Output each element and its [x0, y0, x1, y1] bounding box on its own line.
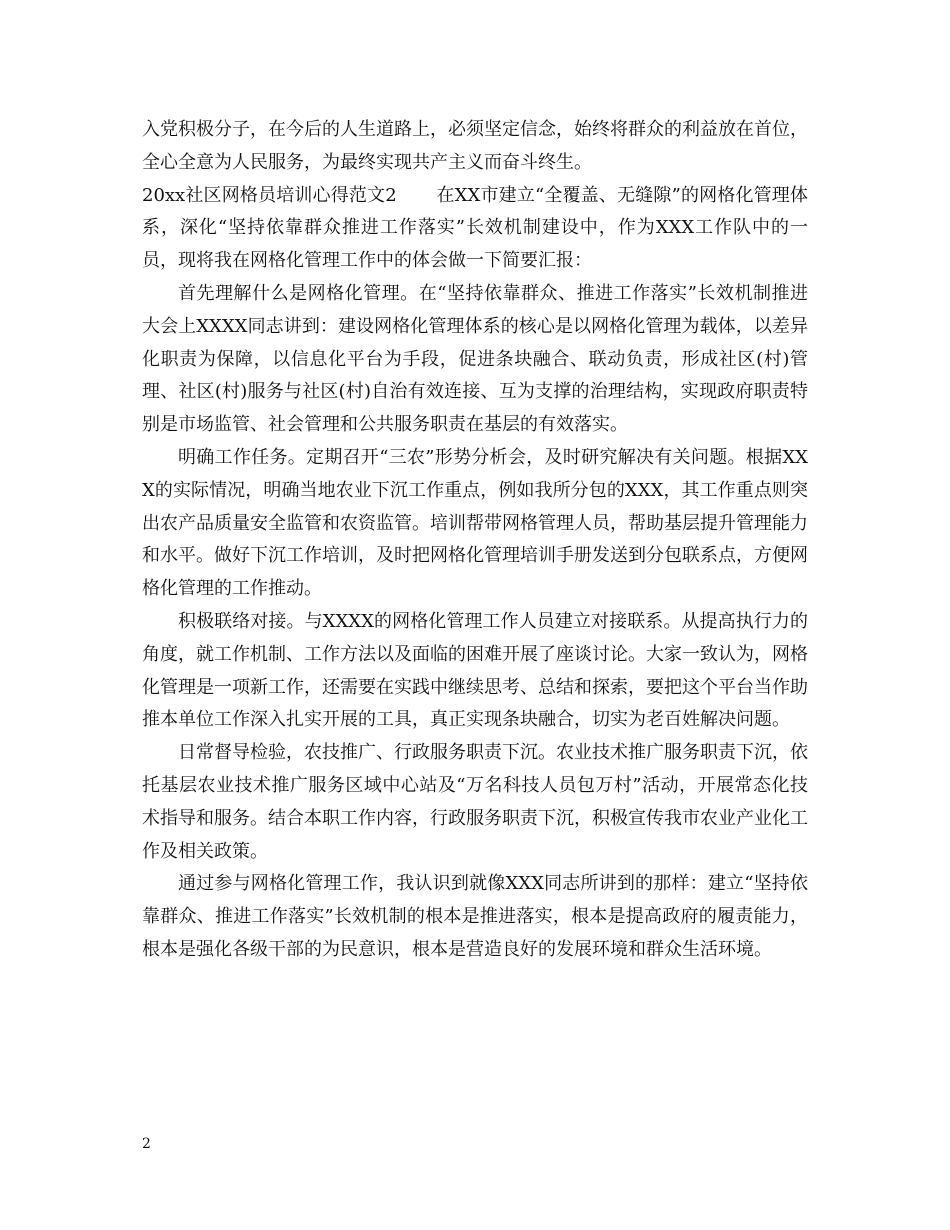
section-heading: 20xx社区网格员培训心得范文2: [142, 184, 397, 206]
paragraph-continuation: 入党积极分子，在今后的人生道路上，必须坚定信念，始终将群众的利益放在首位，全心全意为人民服务，为最终实现共产主义而奋斗终生。: [142, 119, 808, 173]
paragraph-supervision: 日常督导检验，农技推广、行政服务职责下沉。农业技术推广服务职责下沉，依托基层农业技术推广服务区域中心站及“万名科技人员包万村”活动，开展常态化技术指导和服务。结合本职工作内容，行政服务职责下沉，积极宣传我市农业产业化工作及相关政策。: [142, 742, 808, 862]
paragraph-section-start: [142, 180, 808, 278]
paragraph-tasks: 明确工作任务。定期召开“三农”形势分析会，及时研究解决有关问题。根据XXX的实际情况，明确当地农业下沉工作重点，例如我所分包的XXX，其工作重点则突出农产品质量安全监管和农资监管。培训帮带网格管理人员，帮助基层提升管理能力和水平。做好下沉工作培训，及时把网格化管理培训手册发送到分包联系点，方便网格化管理的工作推动。: [142, 446, 808, 600]
page-number: 2: [142, 1136, 151, 1152]
section-intro-text: 在XX市建立“全覆盖、无缝隙”的网格化管理体系，深化“坚持依靠群众推进工作落实”长效机制建设中，作为XXX工作队中的一员，现将我在网格化管理工作中的体会做一下简要汇报：: [142, 184, 808, 272]
paragraph-liaison: 积极联络对接。与XXXX的网格化管理工作人员建立对接联系。从提高执行力的角度，就工作机制、工作方法以及面临的困难开展了座谈讨论。大家一致认为，网格化管理是一项新工作，还需要在实践中继续思考、总结和探索，要把这个平台当作助推本单位工作深入扎实开展的工具，真正实现条块融合，切实为老百姓解决问题。: [142, 610, 808, 731]
paragraph-understanding: 首先理解什么是网格化管理。在“坚持依靠群众、推进工作落实”长效机制推进大会上XXXX同志讲到：建设网格化管理体系的核心是以网格化管理为载体，以差异化职责为保障，以信息化平台为手段，促进条块融合、联动负责，形成社区(村)管理、社区(村)服务与社区(村)自治有效连接、互为支撑的治理结构，实现政府职责特别是市场监管、社会管理和公共服务职责在基层的有效落实。: [142, 282, 808, 436]
document-body: [142, 114, 808, 967]
paragraph-conclusion: 通过参与网格化管理工作，我认识到就像XXX同志所讲到的那样：建立“坚持依靠群众、推进工作落实”长效机制的根本是推进落实，根本是提高政府的履责能力，根本是强化各级干部的为民意识，根本是营造良好的发展环境和群众生活环境。: [142, 873, 808, 960]
